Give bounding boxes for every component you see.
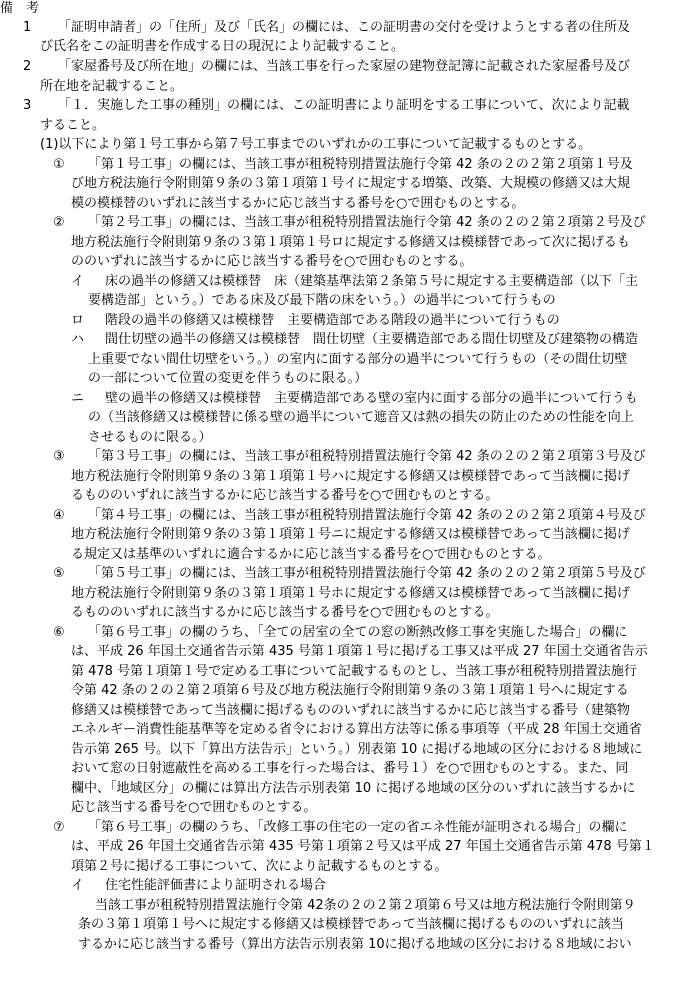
item-3-line-3: るもののいずれに該当するかに応じ該当する番号を○で囲むものとする。	[71, 488, 499, 503]
item-7-i-line-3: するかに応じ該当する番号（算出方法告示別表第 10に掲げる地域の区分における８地域におい	[78, 937, 632, 952]
item-3-line-2: 地方税法施行令附則第９条の３第１項第１号ハに規定する修繕又は模様替であって当該欄に掲げ	[71, 469, 630, 484]
item-5-line-1: 「第５号工事」の欄には、当該工事が租税特別措置法施行令第 42 条の２の２第２項第５号及び	[88, 566, 646, 581]
item-4-line-1: 「第４号工事」の欄には、当該工事が租税特別措置法施行令第 42 条の２の２第２項第４号及び	[88, 508, 646, 523]
item-4-line-2: 地方税法施行令附則第９条の３第１項第１号ニに規定する修繕又は模様替であって当該欄に掲げ	[71, 527, 630, 542]
item-6-line-3: 第 478 号第１項第１号で定める工事について記載するものとし、当該工事が租税特別措置法施行	[71, 664, 637, 679]
item-1-marker: ①	[53, 157, 65, 172]
item-2-ro-marker: ロ	[71, 313, 85, 328]
item-6-line-4: 令第 42 条の２の２第２項第６号及び地方税法施行令附則第９条の３第１項第１号へに規定する	[71, 683, 629, 698]
item-7-line-3: 項第２号に掲げる工事について、次により記載するものとする。	[71, 859, 448, 874]
note-3-line-2: すること。	[40, 118, 106, 133]
item-7-line-1: 「第６号工事」の欄のうち、「改修工事の住宅の一定の省エネ性能が証明される場合」の欄に	[88, 820, 628, 835]
item-2-ha-marker: ハ	[71, 332, 85, 347]
note-1-number: 1	[23, 20, 32, 35]
item-2-line-3: ののいずれに該当するかに応じ該当する番号を○で囲むものとする。	[71, 254, 473, 269]
item-4-line-3: る規定又は基準のいずれに適合するかに応じ該当する番号を○で囲むものとする。	[71, 547, 551, 562]
item-2-line-2: 地方税法施行令附則第９条の３第１項第１号ロに規定する修繕又は模様替であって次に掲げるも	[71, 235, 630, 250]
note-2-line-2: 所在地を記載すること。	[40, 79, 184, 94]
item-7-i-line-1: 当該工事が租税特別措置法施行令第 42条の２の２第２項第６号又は地方税法施行令附則第９	[95, 898, 636, 913]
item-5-line-3: るもののいずれに該当するかに応じ該当する番号を○で囲むものとする。	[71, 605, 499, 620]
item-7-i-title: 住宅性能評価書により証明される場合	[105, 878, 327, 893]
item-7-i-line-2: 条の３第１項第１号へに規定する修繕又は模様替であって当該欄に掲げるもののいずれに該当	[78, 917, 624, 932]
item-2-ni-marker: ニ	[71, 391, 85, 406]
item-2-line-1: 「第２号工事」の欄には、当該工事が租税特別措置法施行令第 42 条の２の２第２項第２号及び	[88, 215, 646, 230]
item-1-line-3: 模の模様替のいずれに該当するかに応じ該当する番号を○で囲むものとする。	[71, 196, 525, 211]
item-6-line-6: エネルギー消費性能基準等を定める省令における算出方法等に係る事項等（平成 28 年国土交通省	[71, 722, 642, 737]
item-3-marker: ③	[53, 449, 65, 464]
note-1-line-1: 「証明申請者」の「住所」及び「氏名」の欄には、この証明書の交付を受けようとする者の住所及	[58, 20, 631, 35]
item-6-line-10: 応じ該当する番号を○で囲むものとする。	[71, 800, 317, 815]
item-4-marker: ④	[53, 508, 65, 523]
item-6-line-5: 修繕又は模様替であって当該欄に掲げるもののいずれに該当するかに応じ該当する番号（建築物	[71, 703, 630, 718]
note-3-number: 3	[23, 98, 32, 113]
item-2-ni-line-1: 壁の過半の修繕又は模様替 主要構造部である壁の室内に面する部分の過半について行うも	[105, 391, 638, 406]
item-6-line-7: 告示第 265 号。以下「算出方法告示」という。）別表第 10 に掲げる地域の区分における８地域に	[71, 742, 643, 757]
note-3-sub-1: (1)以下により第１号工事から第７号工事までのいずれかの工事について記載するものとする。	[40, 137, 592, 152]
item-6-line-2: は、平成 26 年国土交通省告示第 435 号第１項第１号に掲げる工事又は平成 27 年国土交通省告示	[71, 644, 648, 659]
item-6-line-9: 欄中、「地域区分」の欄には算出方法告示別表第 10 に掲げる地域の区分のいずれに該当するかに	[71, 781, 636, 796]
notes-heading: 備 考	[0, 1, 40, 16]
note-2-number: 2	[23, 59, 32, 74]
item-3-line-1: 「第３号工事」の欄には、当該工事が租税特別措置法施行令第 42 条の２の２第２項第３号及び	[88, 449, 646, 464]
item-2-marker: ②	[53, 215, 65, 230]
item-2-ro-line-1: 階段の過半の修繕又は模様替 主要構造部である階段の過半について行うもの	[105, 313, 560, 328]
note-3-line-1: 「１．実施した工事の種別」の欄には、この証明書により証明をする工事について、次により記載	[58, 98, 630, 113]
item-2-i-line-2: 要構造部」という。）である床及び最下階の床をいう。）の過半について行うもの	[88, 293, 556, 308]
item-7-marker: ⑦	[53, 820, 65, 835]
item-2-ha-line-1: 間仕切壁の過半の修繕又は模様替 間仕切壁（主要構造部である間仕切壁及び建築物の構造	[105, 332, 639, 347]
item-7-i-marker: イ	[71, 878, 85, 893]
item-6-line-1: 「第６号工事」の欄のうち、「全ての居室の全ての窓の断熱改修工事を実施した場合」の欄に	[88, 625, 628, 640]
item-2-ni-line-2: の（当該修繕又は模様替に係る壁の過半について遮音又は熱の損失の防止のための性能を向上	[88, 410, 634, 425]
item-5-line-2: 地方税法施行令附則第９条の３第１項第１号ホに規定する修繕又は模様替であって当該欄に掲げ	[71, 586, 630, 601]
item-5-marker: ⑤	[53, 566, 65, 581]
item-7-line-2: は、平成 26 年国土交通省告示第 435 号第１項第２号又は平成 27 年国土交通省告示第 478 号第１	[71, 839, 655, 854]
item-6-marker: ⑥	[53, 625, 65, 640]
item-2-ha-line-2: 上重要でない間仕切壁をいう。）の室内に面する部分の過半について行うもの（その間仕切壁	[88, 352, 628, 367]
note-1-line-2: び氏名をこの証明書を作成する日の現況により記載すること。	[40, 39, 405, 54]
item-1-line-2: び地方税法施行令附則第９条の３第１項第１号イに規定する増築、改築、大規模の修繕又は大規	[71, 176, 631, 191]
item-2-ni-line-3: させるものに限る。）	[88, 430, 212, 445]
note-2-line-1: 「家屋番号及び所在地」の欄には、当該工事を行った家屋の建物登記簿に記載された家屋番号及び	[58, 59, 631, 74]
item-2-i-line-1: 床の過半の修繕又は模様替 床（建築基準法第２条第５号に規定する主要構造部（以下「主	[105, 274, 639, 289]
item-2-i-marker: イ	[71, 274, 85, 289]
item-1-line-1: 「第１号工事」の欄には、当該工事が租税特別措置法施行令第 42 条の２の２第２項第１号及	[88, 157, 633, 172]
item-6-line-8: おいて窓の日射遮蔽性を高める工事を行った場合は、番号１）を○で囲むものとする。また、同	[71, 761, 629, 776]
item-2-ha-line-3: の一部について位置の変更を伴うものに限る。）	[88, 371, 368, 386]
